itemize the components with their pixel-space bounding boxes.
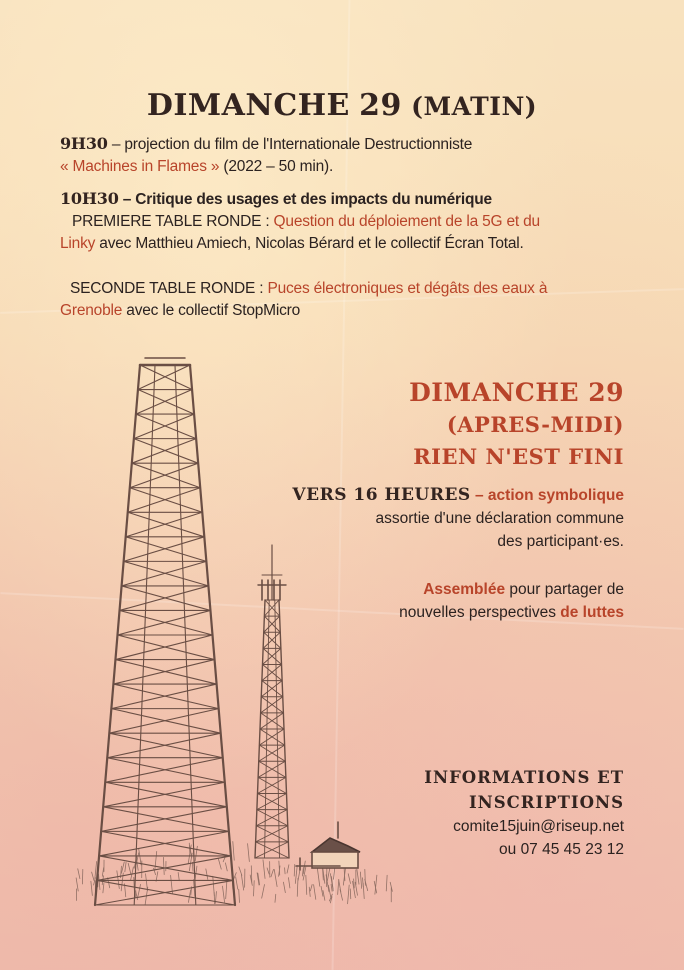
contact-email[interactable]: comite15juin@riseup.net (453, 818, 624, 835)
item-projection (60, 133, 640, 178)
action-time: VERS 16 HEURES (292, 485, 471, 505)
round-topic: Puces électroniques et dégâts des eaux à (267, 280, 548, 297)
heading-date: 29 (359, 88, 402, 123)
assembly-desc: pour partager de (505, 581, 624, 598)
contact-heading (424, 765, 624, 815)
afternoon-assembly (399, 578, 624, 624)
heading-period: (APRES-MIDI) (446, 412, 624, 437)
item-text: – projection du film de l'Internationale Destructionniste (107, 136, 473, 153)
round-topic: Grenoble (60, 302, 123, 319)
item-time: 10H30 (60, 189, 119, 208)
round-table-2 (60, 278, 640, 322)
round-participants: avec le collectif StopMicro (122, 302, 301, 319)
round-participants: avec Matthieu Amiech, Nicolas Bérard et le collectif Écran Total. (95, 235, 524, 252)
item-critique (60, 188, 640, 211)
contact-details (453, 815, 624, 861)
contact-phone[interactable]: ou 07 45 45 23 12 (499, 841, 624, 858)
round-label: SECONDE TABLE RONDE : (70, 280, 268, 297)
film-title: « Machines in Flames » (60, 158, 220, 175)
assembly-label: Assemblée (423, 581, 506, 598)
round-table-1 (60, 211, 640, 255)
assembly-desc: nouvelles perspectives (399, 604, 561, 621)
assembly-luttes: de luttes (560, 604, 624, 621)
heading-period: (MATIN) (411, 92, 538, 121)
heading-day: DIMANCHE 29 (409, 378, 624, 407)
round-topic: Question du déploiement de la 5G et du (273, 213, 540, 230)
afternoon-action (292, 484, 624, 553)
action-desc: assortie d'une déclaration commune (375, 510, 624, 527)
item-text: – Critique des usages et des impacts du numérique (118, 191, 492, 208)
round-topic: Linky (60, 235, 96, 252)
action-label: – action symbolique (470, 487, 624, 504)
contact-title: INSCRIPTIONS (468, 793, 624, 812)
heading-slogan: RIEN N'EST FINI (413, 444, 624, 469)
afternoon-heading (409, 377, 624, 473)
action-desc: des participant·es. (497, 533, 624, 550)
contact-title: INFORMATIONS ET (424, 768, 624, 787)
item-time: 9H30 (60, 134, 108, 153)
heading-day: DIMANCHE (146, 88, 350, 123)
film-info: (2022 – 50 min). (219, 158, 334, 175)
round-label: PREMIERE TABLE RONDE : (72, 213, 274, 230)
morning-heading (0, 88, 684, 123)
